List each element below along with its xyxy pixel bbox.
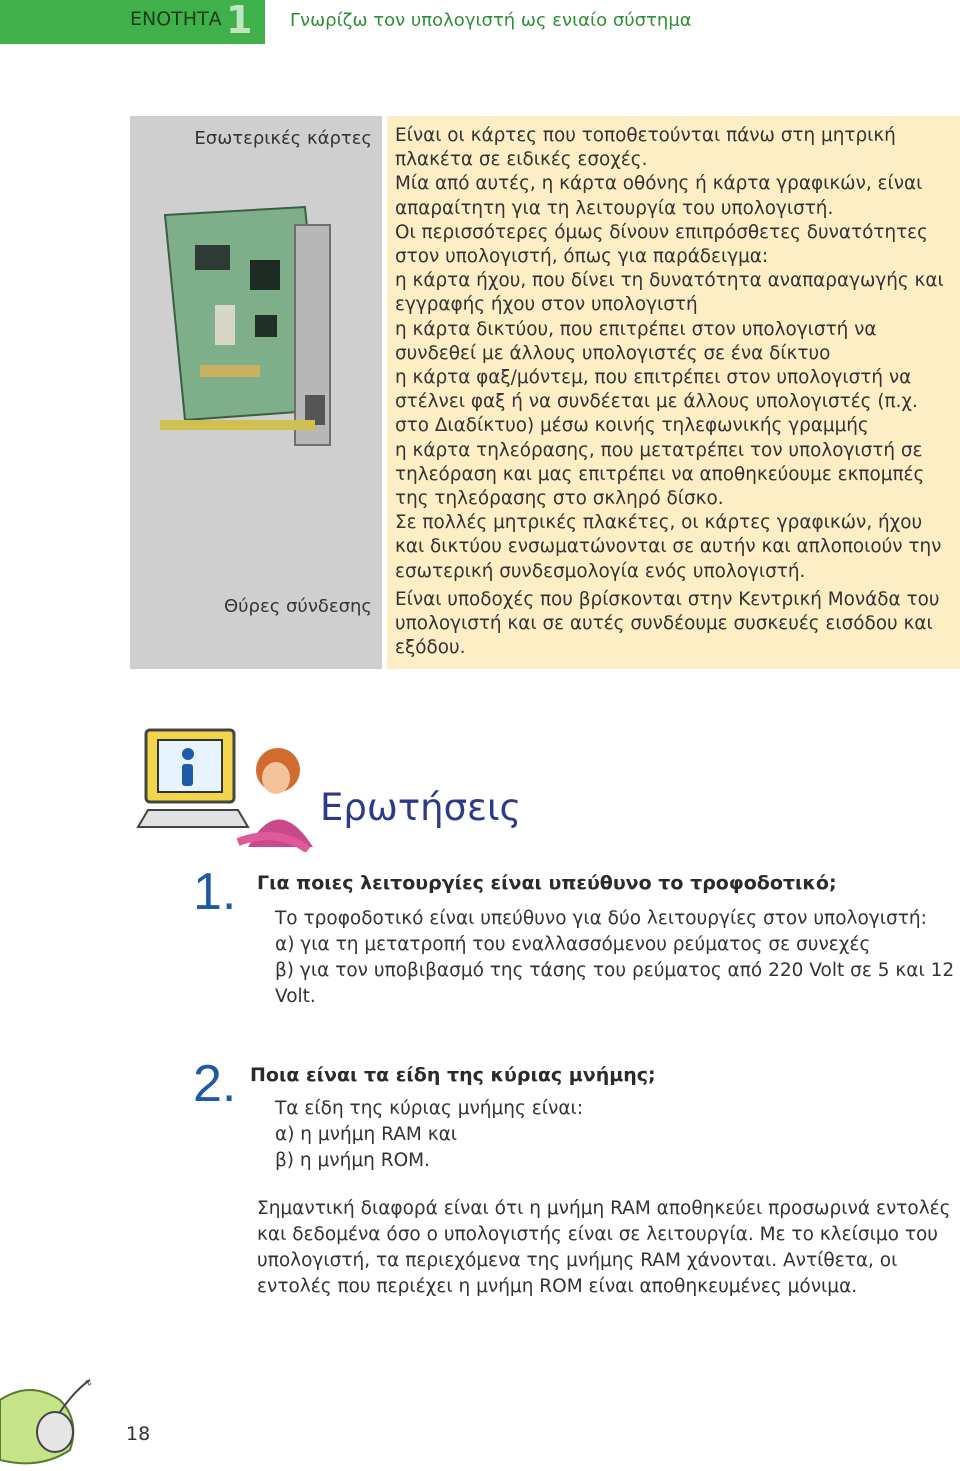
svg-text:∿: ∿: [84, 1378, 93, 1389]
expansion-card-illustration: [155, 205, 365, 460]
definition-line: Είναι υποδοχές που βρίσκονται στην Κεντρική Μονάδα του υπολογιστή και σε αυτές συνδέουμε συσκευές εισόδου και εξόδου.: [395, 588, 940, 659]
definition-line: η κάρτα δικτύου, που επιτρέπει στον υπολογιστή να συνδεθεί με άλλους υπολογιστές σε ένα δίκτυο: [395, 318, 877, 364]
chapter-title: Γνωρίζω τον υπολογιστή ως ενιαίο σύστημα: [290, 10, 692, 31]
answer-line: α) η μνήμη RAM και: [275, 1124, 458, 1145]
page-number: 18: [126, 1423, 151, 1445]
question-number: 2.: [193, 1055, 237, 1113]
answer-line: Το τροφοδοτικό είναι υπεύθυνο για δύο λειτουργίες στον υπολογιστή:: [275, 908, 927, 929]
definition-line: η κάρτα ήχου, που δίνει τη δυνατότητα αναπαραγωγής και εγγραφής ήχου στον υπολογιστή: [395, 270, 944, 316]
question-text: Για ποιες λειτουργίες είναι υπεύθυνο το τροφοδοτικό;: [257, 872, 837, 894]
definition-line: η κάρτα φαξ/μόντεμ, που επιτρέπει στον υπολογιστή να στέλνει φαξ ή να συνδέεται με άλλους υπολογιστές (π.χ. στο Διαδίκτυο) μέσω κοινής τηλεφωνικής γραμμής: [395, 367, 918, 437]
definition-line: Σε πολλές μητρικές πλακέτες, οι κάρτες γραφικών, ήχου και δικτύου ενσωματώνονται σε αυτήν και απλοποιούν την εσωτερική συνδεσμολογία ενός υπολογιστή.: [395, 512, 942, 582]
mouse-character-illustration: [0, 1360, 120, 1471]
answer-block: [257, 906, 957, 1010]
unit-label: ΕΝΟΤΗΤΑ: [130, 8, 222, 30]
answer-line: β) για τον υποβιβασμό της τάσης του ρεύματος από 220 Volt σε 5 και 12 Volt.: [275, 960, 955, 1007]
term-internal-cards: Εσωτερικές κάρτες: [194, 128, 372, 149]
questions-section-title: Ερωτήσεις: [320, 786, 522, 829]
answer-block: [257, 1096, 957, 1174]
definition-text: [395, 124, 953, 660]
question-number: 1.: [193, 863, 237, 921]
term-connection-ports: Θύρες σύνδεσης: [223, 596, 372, 617]
info-computer-illustration: [128, 722, 318, 852]
definition-line: Είναι οι κάρτες που τοποθετούνται πάνω στη μητρική πλακέτα σε ειδικές εσοχές.: [395, 125, 896, 171]
unit-number: 1: [226, 0, 253, 42]
definition-line: η κάρτα τηλεόρασης, που μετατρέπει τον υπολογιστή σε τηλεόραση και μας επιτρέπει να αποθηκεύουμε εκπομπές της τηλεόρασης στο σκληρό δίσκο.: [395, 439, 925, 510]
definition-line: Οι περισσότερες όμως δίνουν επιπρόσθετες δυνατότητες στον υπολογιστή, όπως για παράδειγμα:: [395, 221, 928, 268]
definition-line: Μία από αυτές, η κάρτα οθόνης ή κάρτα γραφικών, είναι απαραίτητη για τη λειτουργία του υπολογιστή.: [395, 173, 923, 219]
answer-line: β) η μνήμη ROM.: [275, 1150, 430, 1171]
answer-line: α) για τη μετατροπή του εναλλασσόμενου ρεύματος σε συνεχές: [275, 934, 871, 955]
question-text: Ποια είναι τα είδη της κύριας μνήμης;: [250, 1064, 656, 1086]
answer-line: Τα είδη της κύριας μνήμης είναι:: [275, 1098, 584, 1119]
answer-note: Σημαντική διαφορά είναι ότι η μνήμη RAM αποθηκεύει προσωρινά εντολές και δεδομένα όσο ο υπολογιστής είναι σε λειτουργία. Με το κλείσιμο του υπολογιστή, τα περιεχόμενα της μνήμης RAM χάνονται. Αντίθετα, οι εντολές που περιέχει η μνήμη ROM είναι αποθηκευμένες μόνιμα.: [257, 1198, 951, 1297]
